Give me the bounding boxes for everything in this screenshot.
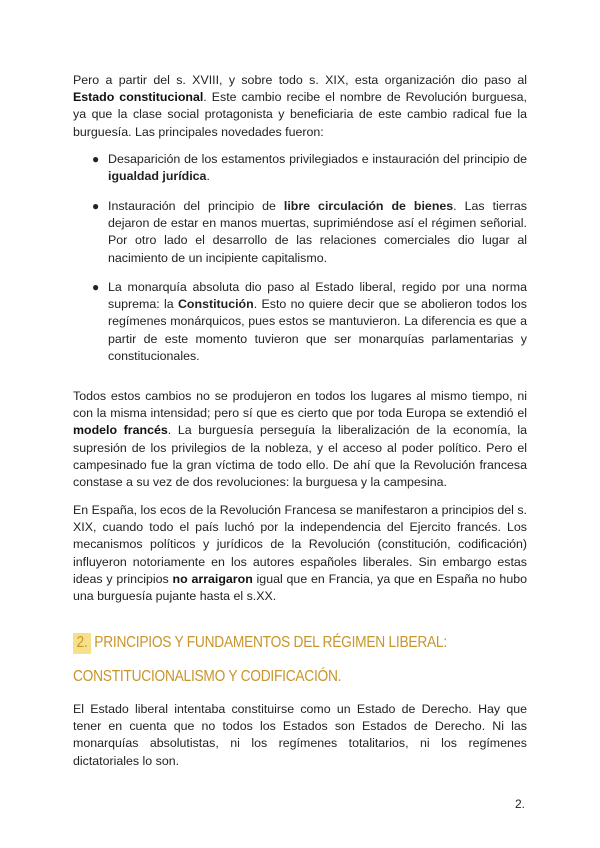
spain-paragraph [73,502,527,605]
text-run: En España, los ecos de la Revolución Francesa se manifestaron a principios del s. XIX, cuando todo el país luchó por la independencia del Ejercito francés. Los mecanismos políticos y jurídicos de la Revolución (constitución, codificación) influyeron notoriamente en los autores españoles liberales. Sin embargo estas ideas y principios [73,503,527,586]
bold-term: modelo francés [73,423,168,438]
intro-paragraph [73,72,527,141]
text-run: Todos estos cambios no se produjeron en todos los lugares al mismo tiempo, ni con la misma intensidad; pero sí que es cierto que por toda Europa se extendió el [73,389,527,421]
rule-of-law-paragraph: El Estado liberal intentaba constituirse como un Estado de Derecho. Hay que tener en cuenta que no todos los Estados son Estados de Derecho. Ni las monarquías absolutistas, ni los regímenes totalitarios, ni los regímenes dictatoriales lo son. [73,702,527,768]
bold-term: no arraigaron [172,571,253,586]
text-run: La monarquía absoluta dio paso al Estado liberal, regido por una norma suprema: la [108,280,527,312]
bullet-dot-icon: ● [92,152,100,166]
text-run: Pero a partir del s. XVIII, y sobre todo s. XIX, esta organización dio paso al [73,73,527,87]
section-number: 2. [73,633,91,654]
text-run: . [206,169,210,184]
heading-line-1: PRINCIPIOS Y FUNDAMENTOS DEL RÉGIMEN LIBERAL: [94,634,447,651]
text-run: . La burguesía perseguía la liberalización de la economía, la supresión de los privilegios de la nobleza, y el acceso al poder político. Pero el campesinado fue la gran víctima de todo ello. De ahí que la Revolución francesa constase a su vez de dos revoluciones: la burguesa y la campesina. [73,423,527,490]
bold-term: libre circulación de bienes [283,199,454,213]
text-run: . Esto no quiere decir que se abolieron todos los regímenes monárquicos, pues estos se mantuvieron. La diferencia es que a partir de este momento tuvieron que ser monarquías parlamentarias y constitucionales. [108,297,527,363]
bullet-dot-icon: ● [92,199,100,213]
page-number: 2. [515,797,526,811]
europe-paragraph [73,388,527,491]
text-run: . Este cambio recibe el nombre de Revolución burguesa, ya que la clase social protagonista y beneficiaria de este cambio radical fue la burguesía. Las principales novedades fueron: [73,90,527,139]
text-run: Desaparición de los estamentos privilegiados e instauración del principio de [108,152,527,166]
text-run: Instauración del principio de [108,199,284,213]
bullet-dot-icon: ● [92,280,100,294]
bold-term: Estado constitucional [73,90,204,105]
heading-line-2: CONSTITUCIONALISMO Y CODIFICACIÓN. [73,668,342,685]
text-run: igual que en Francia, ya que en España no hubo una burguesía pujante hasta el s.XX. [73,571,528,604]
text-run: . Las tierras dejaron de estar en manos muertas, suprimiéndose así el régimen señorial. Por otro lado el desarrollo de las relaciones comerciales dio lugar al nacimiento de un incipiente capitalismo. [108,199,527,265]
bold-term: igualdad jurídica [108,169,207,184]
section-heading [73,626,469,694]
bold-term: Constitución [177,297,254,312]
